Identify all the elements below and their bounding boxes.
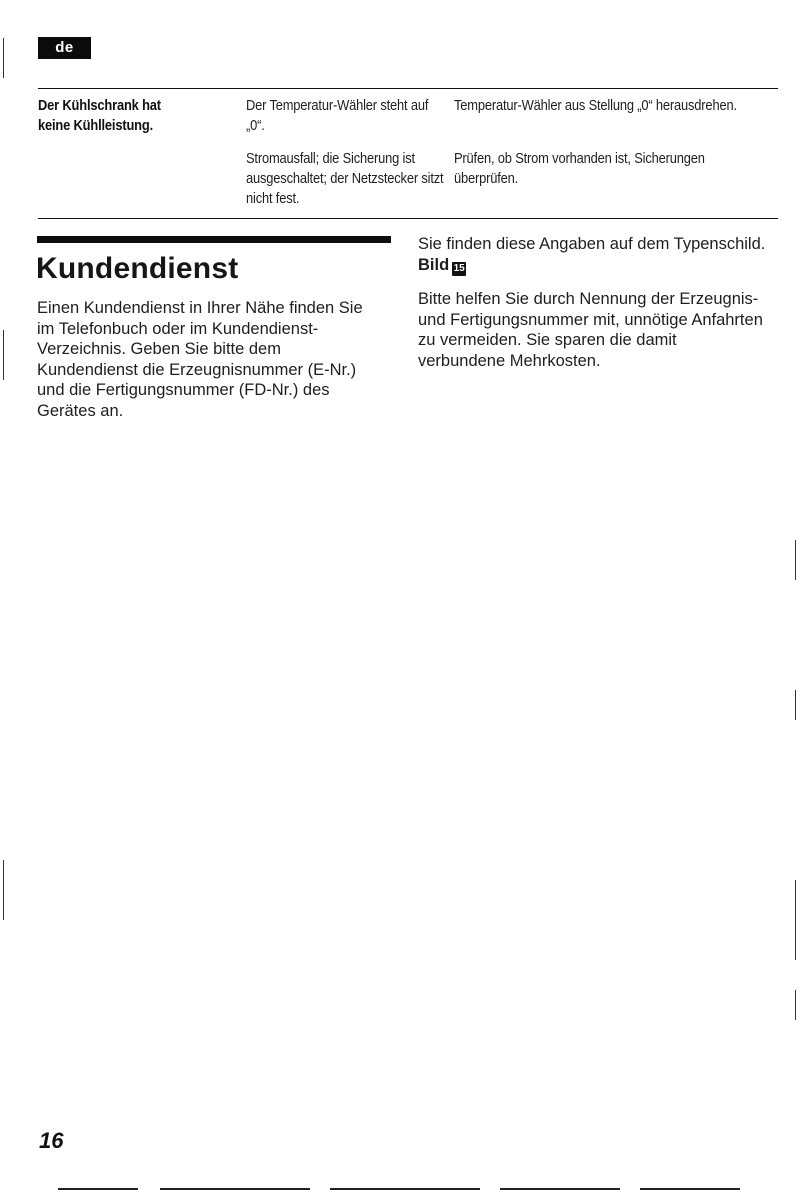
page-number: 16 (39, 1128, 64, 1153)
section-title: Kundendienst (36, 252, 239, 285)
nameplate-paragraph (418, 234, 788, 276)
cause-cell: Der Temperatur-Wähler steht auf „0“. (246, 97, 429, 134)
language-badge: de (38, 37, 91, 59)
section-bar (37, 236, 391, 243)
remedy-cell: Temperatur-Wähler aus Stellung „0“ herausdrehen. (454, 97, 737, 114)
remedy-cell: Prüfen, ob Strom vorhanden ist, Sicherungen überprüfen. (454, 150, 705, 187)
cause-cell: Stromausfall; die Sicherung ist ausgeschaltet; der Netzstecker sitzt nicht fest. (246, 150, 444, 207)
figure-number-badge: 15 (453, 262, 465, 274)
table-bottom-rule (38, 218, 778, 219)
nameplate-text: Sie finden diese Angaben auf dem Typenschild. (418, 235, 766, 253)
scan-edge-mark (3, 38, 4, 78)
problem-cell: Der Kühlschrank hat keine Kühlleistung. (38, 97, 161, 134)
scan-edge-mark (795, 880, 796, 960)
table-top-rule (38, 88, 778, 89)
scan-edge-mark (3, 330, 4, 380)
service-paragraph: Einen Kundendienst in Ihrer Nähe finden Sie im Telefonbuch oder im Kundendienst-Verzeichnis. Geben Sie bitte dem Kundendienst die Erzeugnisnummer (E-Nr.) und die Fertigungsnummer (FD-Nr.) des Gerätes an. (37, 299, 363, 420)
help-paragraph: Bitte helfen Sie durch Nennung der Erzeugnis- und Fertigungsnummer mit, unnötige Anfahrten zu vermeiden. Sie sparen die damit verbundene Mehrkosten. (418, 290, 763, 370)
scan-edge-mark (795, 540, 796, 580)
scan-edge-mark (3, 860, 4, 920)
figure-ref-label: Bild (418, 255, 450, 274)
scan-edge-mark (795, 990, 796, 1020)
scan-edge-mark (795, 690, 796, 720)
